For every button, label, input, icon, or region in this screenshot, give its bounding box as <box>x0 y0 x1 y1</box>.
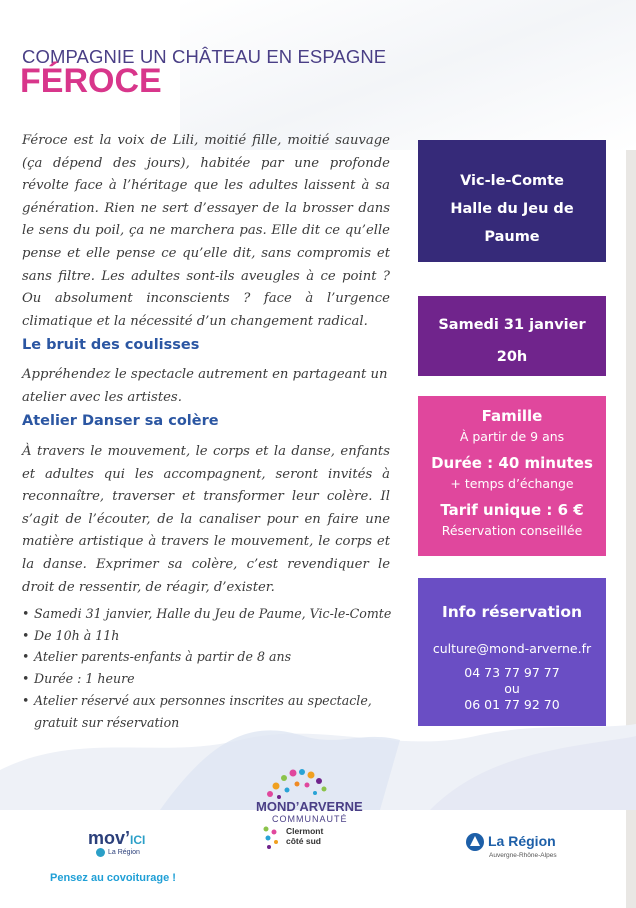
schedule-time: 20h <box>496 349 528 365</box>
audience-label: Famille <box>481 407 543 425</box>
audience-duration-extra: + temps d’échange <box>450 476 574 491</box>
audience-price: Tarif unique : 6 € <box>440 501 584 519</box>
background-wash <box>180 0 636 150</box>
reservation-box <box>418 578 606 726</box>
movici-logo <box>88 828 158 864</box>
movici-name: mov’ICI <box>88 828 146 848</box>
movici-partner: La Région <box>108 849 140 856</box>
dots-logo-icon <box>260 766 330 802</box>
mondarverne-name: MOND’ARVERNE <box>256 799 363 814</box>
show-title: FÉROCE <box>20 62 162 100</box>
reservation-phone2[interactable]: 06 01 77 92 70 <box>464 697 560 712</box>
location-box <box>418 140 606 262</box>
coulisses-heading: Le bruit des coulisses <box>22 337 200 353</box>
company-name: COMPAGNIE UN CHÂTEAU EN ESPAGNE <box>22 46 387 67</box>
list-item: • Durée : 1 heure <box>22 668 392 690</box>
reservation-email[interactable]: culture@mond-arverne.fr <box>432 641 592 656</box>
region-logo <box>466 832 586 868</box>
schedule-date: Samedi 31 janvier <box>438 317 586 333</box>
carpool-note: Pensez au covoiturage ! <box>50 872 176 884</box>
audience-box <box>418 396 606 556</box>
list-item: • De 10h à 11h <box>22 625 392 647</box>
location-venue-line1: Halle du Jeu de <box>450 201 574 217</box>
coulisses-paragraph: Appréhendez le spectacle autrement en partageant un atelier avec les artistes. <box>22 367 388 405</box>
mondarverne-logo <box>246 766 366 856</box>
atelier-paragraph: À travers le mouvement, le corps et la danse, enfants et adultes qui les accompagnent, seront invités à reconnaître, traverser et transformer leur colère. Il s’agit de l’écouter, de la canaliser pour en faire une matière artistique à travers le mouvement, le corps et la danse. Exprimer sa colère, c’est revendiquer le droit de ressentir, de réagir, d’exister. <box>22 444 390 595</box>
region-sub: Auvergne-Rhône-Alpes <box>489 852 557 859</box>
location-venue-line2: Paume <box>484 229 540 245</box>
region-dot-icon <box>96 848 105 857</box>
dots-accent-icon <box>260 824 286 852</box>
list-item: • Samedi 31 janvier, Halle du Jeu de Paume, Vic-le-Comte <box>22 603 392 625</box>
atelier-heading: Atelier Danser sa colère <box>22 413 219 429</box>
atelier-details-list <box>22 603 392 733</box>
intro-paragraph: Féroce est la voix de Lili, moitié fille, moitié sauvage (ça dépend des jours), habitée par une profonde révolte face à l’héritage que les adultes laissent à sa génération. Rien ne sert d’essayer de la brosser dans le sens du poil, ça ne marchera pas. Elle dit ce qu’elle pense et elle pense ce qu’elle dit, sans compromis et sans filtre. Les adultes sont-ils aveugles à ce point ? Ou absolument inconscients ? face à l’urgence climatique et la nécessité d’un changement radical. <box>22 133 390 329</box>
mondarverne-sub: COMMUNAUTÉ <box>272 814 348 824</box>
audience-duration: Durée : 40 minutes <box>431 454 593 472</box>
audience-booking-note: Réservation conseillée <box>441 523 583 538</box>
region-name: La Région <box>488 833 556 849</box>
reservation-heading: Info réservation <box>441 603 583 621</box>
reservation-or: ou <box>504 681 520 696</box>
audience-age: À partir de 9 ans <box>459 429 565 444</box>
schedule-box <box>418 296 606 376</box>
region-emblem-icon <box>466 833 484 851</box>
list-item: • Atelier réservé aux personnes inscrites au spectacle, gratuit sur réservation <box>22 690 392 733</box>
location-town: Vic-le-Comte <box>460 173 564 189</box>
reservation-phone1[interactable]: 04 73 77 97 77 <box>464 665 560 680</box>
mondarverne-tagline: Clermont côté sud <box>286 826 324 846</box>
list-item: • Atelier parents-enfants à partir de 8 ans <box>22 646 392 668</box>
